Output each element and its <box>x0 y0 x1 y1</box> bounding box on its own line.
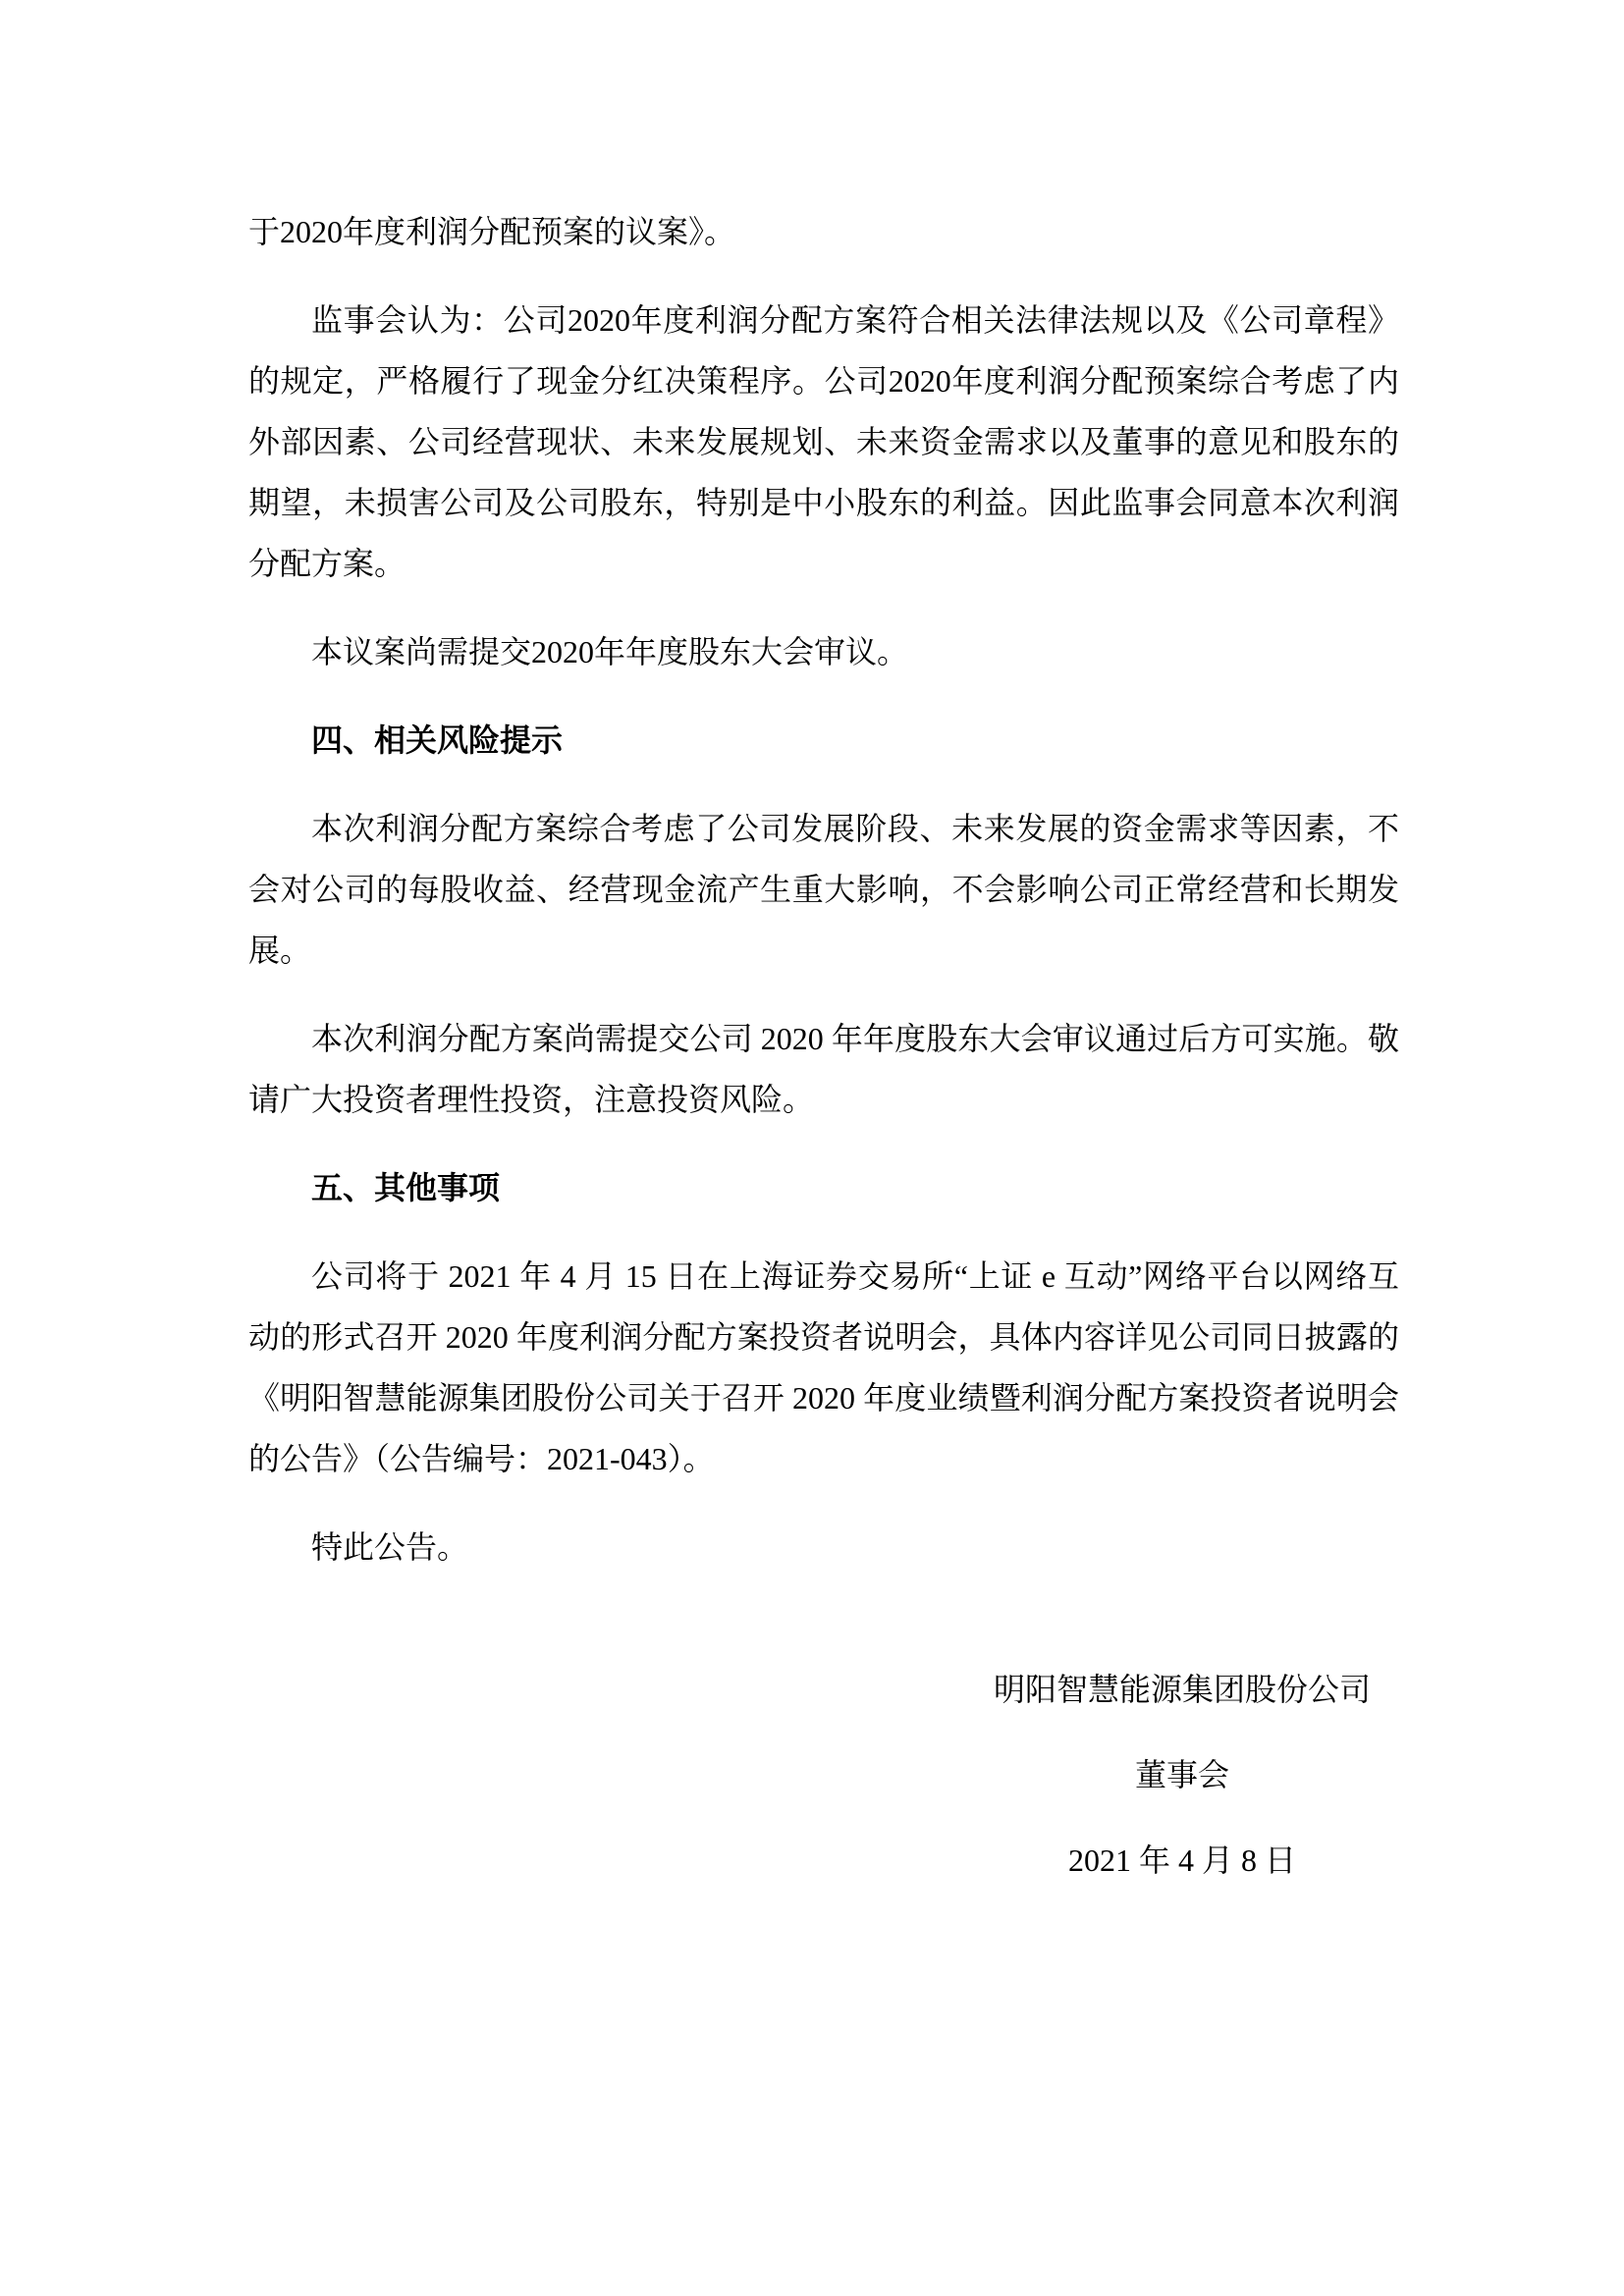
paragraph: 本次利润分配方案尚需提交公司 2020 年年度股东大会审议通过后方可实施。敬请广大投资者理性投资，注意投资风险。 <box>248 1021 1399 1117</box>
signature-date: 2021 年 4 月 8 日 <box>1067 1842 1296 1878</box>
section-heading: 五、其他事项 <box>311 1170 501 1205</box>
paragraph: 于2020年度利润分配预案的议案》。 <box>248 214 736 249</box>
paragraph: 监事会认为：公司2020年度利润分配方案符合相关法律法规以及《公司章程》的规定，严格履行了现金分红决策程序。公司2020年度利润分配预案综合考虑了内外部因素、公司经营现状、未来发展规划、未来资金需求以及董事的意见和股东的期望，未损害公司及公司股东，特别是中小股东的利益。因此监事会同意本次利润分配方案。 <box>248 302 1399 581</box>
signature-block <box>985 1659 1380 1891</box>
section-heading: 四、相关风险提示 <box>311 722 564 758</box>
paragraph: 特此公告。 <box>311 1529 469 1565</box>
document-body <box>248 201 1399 1915</box>
paragraph: 公司将于 2021 年 4 月 15 日在上海证券交易所“上证 e 互动”网络平台以网络互动的形式召开 2020 年度利润分配方案投资者说明会，具体内容详见公司同日披露的《明阳智慧能源集团股份公司关于召开 2020 年度业绩暨利润分配方案投资者说明会的公告》（公告编号：2021-043）。 <box>248 1258 1399 1476</box>
signature-issuer: 董事会 <box>1134 1757 1229 1792</box>
paragraph: 本议案尚需提交2020年年度股东大会审议。 <box>311 634 909 669</box>
paragraph: 本次利润分配方案综合考虑了公司发展阶段、未来发展的资金需求等因素，不会对公司的每股收益、经营现金流产生重大影响，不会影响公司正常经营和长期发展。 <box>248 811 1399 968</box>
paragraph-list <box>248 201 1399 1577</box>
signature-company: 明阳智慧能源集团股份公司 <box>993 1672 1371 1707</box>
